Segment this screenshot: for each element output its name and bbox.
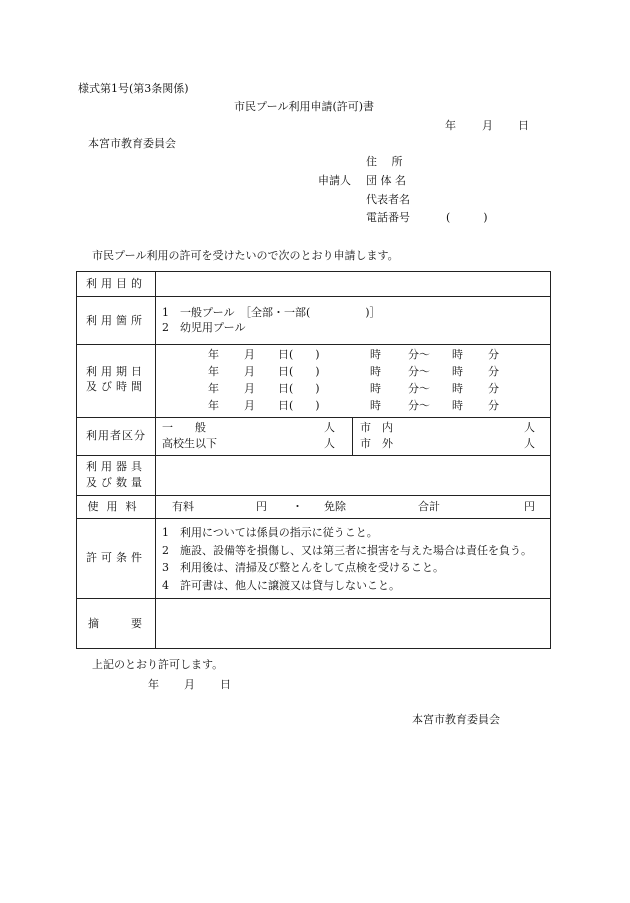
purpose-label: 利用目的 — [86, 277, 146, 290]
applicant-label: 申請人 — [318, 174, 351, 187]
period-year: 年 — [208, 365, 219, 378]
issuer: 本宮市教育委員会 — [412, 713, 500, 726]
fee-dot: ・ — [292, 500, 303, 513]
fee-free: 免除 — [324, 500, 346, 513]
period-day: 日( ) — [278, 365, 320, 378]
period-minute-to: 分 — [488, 348, 499, 361]
period-hour-to: 時 — [452, 348, 463, 361]
period-minute-from: 分〜 — [408, 348, 430, 361]
fee-paid: 有料 — [172, 500, 194, 513]
period-minute-from: 分〜 — [408, 365, 430, 378]
period-minute-to: 分 — [488, 365, 499, 378]
conditions-label: 許可条件 — [86, 551, 146, 564]
date-month: 月 — [482, 119, 493, 132]
period-year: 年 — [208, 382, 219, 395]
period-label-1: 利用期日 — [86, 365, 146, 378]
period-month: 月 — [244, 382, 255, 395]
condition-2: 2 施設、設備等を損傷し、又は第三者に損害を与えた場合は責任を負う。 — [162, 544, 532, 557]
approval-year: 年 — [148, 678, 159, 691]
condition-3: 3 利用後は、清掃及び整とんをして点検を受けること。 — [162, 561, 444, 574]
period-minute-to: 分 — [488, 382, 499, 395]
users-general-unit: 人 — [324, 421, 335, 434]
period-year: 年 — [208, 399, 219, 412]
period-label-2: 及び時間 — [86, 380, 146, 393]
summary-label: 摘要 — [88, 617, 174, 630]
approval-text: 上記のとおり許可します。 — [92, 658, 224, 671]
users-label: 利用者区分 — [86, 429, 146, 442]
approval-month: 月 — [184, 678, 195, 691]
period-hour: 時 — [370, 382, 381, 395]
users-city-out-unit: 人 — [524, 437, 535, 450]
period-minute-to: 分 — [488, 399, 499, 412]
condition-4: 4 許可書は、他人に譲渡又は貸与しないこと。 — [162, 579, 400, 592]
period-month: 月 — [244, 348, 255, 361]
fee-label: 使用料 — [87, 500, 145, 513]
form-title: 市民プール利用申請(許可)書 — [234, 100, 375, 113]
intro-text: 市民プール利用の許可を受けたいので次のとおり申請します。 — [92, 249, 399, 262]
applicant-group-label: 団 体 名 — [366, 174, 406, 187]
period-hour-to: 時 — [452, 399, 463, 412]
users-highschool: 高校生以下 — [162, 437, 217, 450]
period-day: 日( ) — [278, 382, 320, 395]
users-city-in-unit: 人 — [524, 421, 535, 434]
addressee: 本宮市教育委員会 — [88, 137, 176, 150]
place-item-1: 1 一般プール ［全部・一部( )］ — [162, 306, 381, 319]
place-item-2: 2 幼児用プール — [162, 321, 246, 334]
fee-total-yen: 円 — [524, 500, 535, 513]
period-day: 日( ) — [278, 399, 320, 412]
approval-day: 日 — [220, 678, 231, 691]
applicant-representative-label: 代表者名 — [366, 193, 410, 206]
users-city-in: 市 内 — [360, 421, 393, 434]
place-label: 利用箇所 — [86, 314, 146, 327]
applicant-address-label: 住 所 — [366, 155, 403, 168]
period-hour: 時 — [370, 348, 381, 361]
applicant-phone-paren: ( ) — [446, 211, 488, 224]
form-number: 様式第1号(第3条関係) — [78, 82, 189, 95]
period-year: 年 — [208, 348, 219, 361]
equipment-label-2: 及び数量 — [86, 476, 146, 489]
period-day: 日( ) — [278, 348, 320, 361]
fee-total: 合計 — [418, 500, 440, 513]
period-month: 月 — [244, 399, 255, 412]
condition-1: 1 利用については係員の指示に従うこと。 — [162, 526, 378, 539]
applicant-phone-label: 電話番号 — [366, 211, 410, 224]
users-general: 一 般 — [162, 421, 206, 434]
period-month: 月 — [244, 365, 255, 378]
date-year: 年 — [445, 119, 456, 132]
period-hour: 時 — [370, 365, 381, 378]
users-highschool-unit: 人 — [324, 437, 335, 450]
period-hour-to: 時 — [452, 365, 463, 378]
period-minute-from: 分〜 — [408, 382, 430, 395]
period-hour: 時 — [370, 399, 381, 412]
equipment-label-1: 利用器具 — [86, 460, 146, 473]
users-city-out: 市 外 — [360, 437, 393, 450]
fee-yen: 円 — [256, 500, 267, 513]
date-day: 日 — [518, 119, 529, 132]
period-minute-from: 分〜 — [408, 399, 430, 412]
period-hour-to: 時 — [452, 382, 463, 395]
